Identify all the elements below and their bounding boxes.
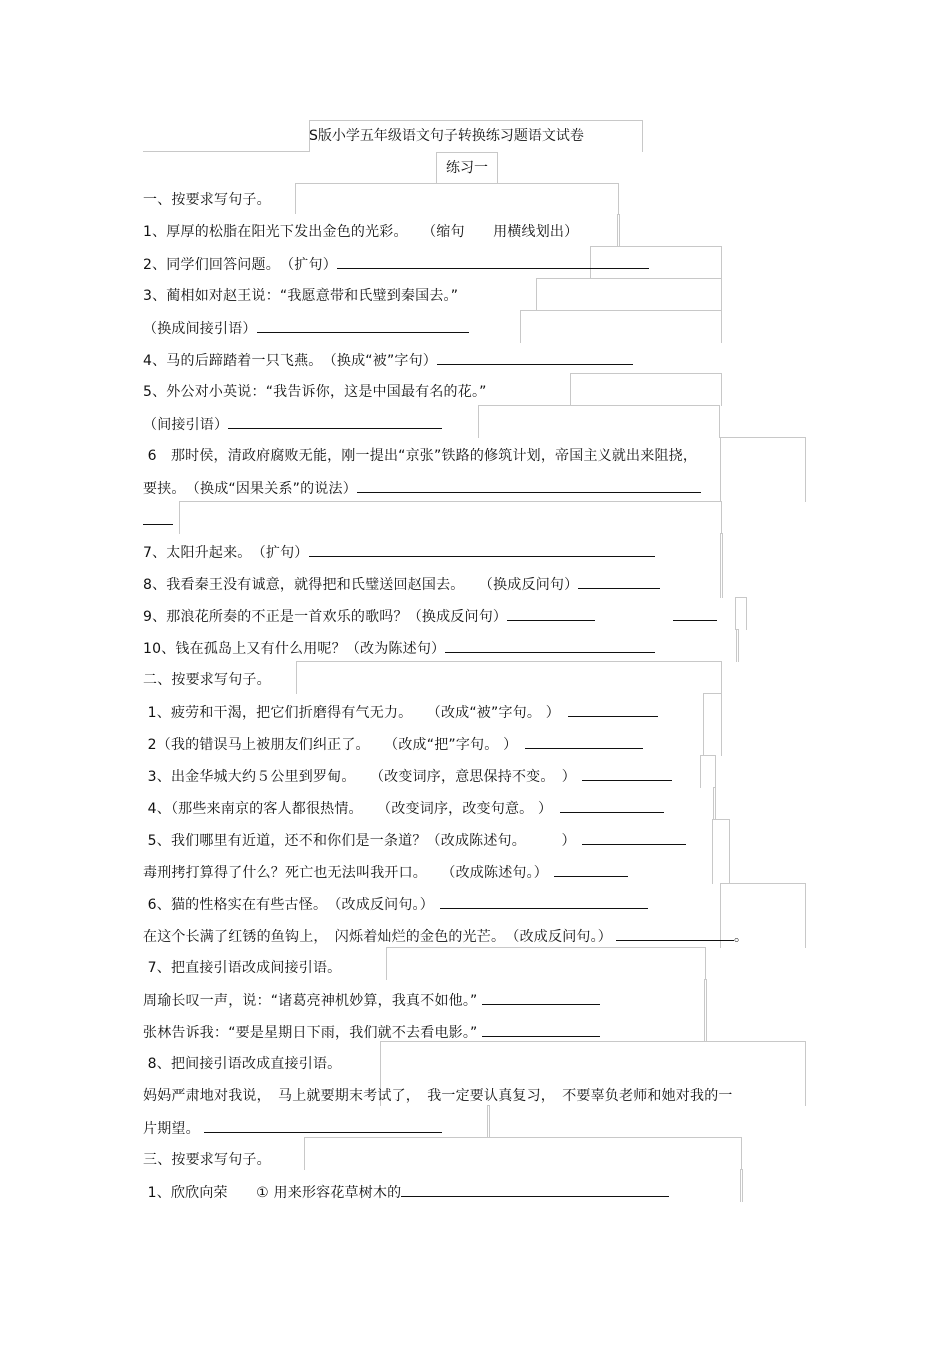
question-text: 张林告诉我：“要是星期日下雨，我们就不去看电影。” bbox=[143, 1025, 478, 1041]
scan-frame bbox=[386, 947, 706, 980]
section-heading: 三、按要求写句子。 bbox=[143, 1152, 271, 1168]
question-text: 3、出金华城大约５公里到罗甸。 （改变词序，意思保持不变。 ） bbox=[143, 769, 576, 785]
question-line bbox=[143, 1118, 442, 1139]
question-line bbox=[143, 862, 628, 883]
scan-frame bbox=[704, 979, 707, 1042]
question-text: （间接引语） bbox=[143, 417, 229, 433]
question-line bbox=[143, 798, 664, 819]
end-mark: 。 bbox=[734, 929, 749, 945]
section-heading: 一、按要求写句子。 bbox=[143, 192, 271, 208]
scan-frame bbox=[304, 1137, 742, 1170]
answer-blank[interactable] bbox=[482, 990, 600, 1005]
answer-blank[interactable] bbox=[445, 638, 655, 653]
scan-frame bbox=[296, 661, 722, 694]
question-line bbox=[143, 574, 660, 595]
question-line bbox=[143, 254, 649, 275]
question-line bbox=[143, 414, 442, 435]
question-text: 4、马的后蹄踏着一只飞燕。 （换成“被”字句） bbox=[143, 353, 438, 369]
question-text: 1、欣欣向荣 ① 用来形容花草树木的 bbox=[143, 1185, 402, 1201]
question-line: 5、外公对小英说：“我告诉你，这是中国最有名的花。” bbox=[143, 384, 487, 400]
answer-blank[interactable] bbox=[309, 542, 655, 557]
question-text: 要挟。 （换成“因果关系”的说法） bbox=[143, 481, 357, 497]
scan-frame bbox=[712, 819, 730, 884]
answer-blank[interactable] bbox=[337, 254, 649, 269]
question-line: 妈妈严肃地对我说， 马上就要期末考试了， 我一定要认真复习， 不要辜负老师和她对我的一 bbox=[143, 1088, 733, 1104]
scan-frame bbox=[487, 1105, 490, 1138]
scan-frame bbox=[720, 437, 806, 502]
question-line bbox=[143, 318, 469, 339]
scan-frame bbox=[478, 405, 720, 438]
scan-frame bbox=[740, 1169, 743, 1202]
answer-blank[interactable] bbox=[401, 1182, 669, 1197]
question-text: 9、那浪花所奏的不正是一首欢乐的歌吗？（换成反问句） bbox=[143, 609, 508, 625]
question-text: 毒刑拷打算得了什么？死亡也无法叫我开口。 （改成陈述句。） bbox=[143, 865, 548, 881]
question-line bbox=[143, 542, 655, 563]
question-text: 在这个长满了红锈的鱼钩上， 闪烁着灿烂的金色的光芒。 （改成反问句。） bbox=[143, 929, 612, 945]
scan-frame bbox=[179, 501, 722, 534]
question-text: （换成间接引语） bbox=[143, 321, 257, 337]
answer-blank[interactable] bbox=[482, 1022, 600, 1037]
section-subheading: 7、把直接引语改成间接引语。 bbox=[143, 960, 342, 976]
question-line bbox=[143, 702, 658, 723]
answer-blank[interactable] bbox=[228, 414, 442, 429]
question-line bbox=[143, 990, 600, 1011]
scan-frame bbox=[720, 533, 723, 598]
question-line bbox=[143, 606, 717, 627]
answer-blank[interactable] bbox=[257, 318, 469, 333]
question-text: 7、太阳升起来。 （扩句） bbox=[143, 545, 309, 561]
question-line: 1、厚厚的松脂在阳光下发出金色的光彩。 （缩句 用横线划出） bbox=[143, 224, 579, 240]
scan-frame bbox=[703, 693, 722, 756]
section-heading: 二、按要求写句子。 bbox=[143, 672, 271, 688]
answer-blank[interactable] bbox=[568, 702, 658, 717]
question-line bbox=[143, 926, 748, 947]
question-text: 2、同学们回答问题。 （扩句） bbox=[143, 257, 337, 273]
answer-blank[interactable] bbox=[578, 574, 660, 589]
answer-blank[interactable] bbox=[143, 510, 173, 525]
question-line bbox=[143, 1022, 600, 1043]
question-text: 5、我们哪里有近道，还不和你们是一条道？（改成陈述句。 ） bbox=[143, 833, 576, 849]
scan-frame bbox=[736, 629, 739, 662]
scan-frame bbox=[570, 373, 722, 406]
question-line: 6 那时侯，清政府腐败无能，刚一提出“京张”铁路的修筑计划，帝国主义就出来阻挠， bbox=[143, 448, 698, 464]
question-text: 2（我的错误马上被朋友们纠正了。 （改成“把”字句。 ） bbox=[143, 737, 518, 753]
question-line bbox=[143, 638, 655, 659]
question-line bbox=[143, 830, 686, 851]
question-line bbox=[143, 350, 633, 371]
scan-frame bbox=[295, 183, 619, 214]
scan-frame bbox=[536, 278, 722, 311]
question-line bbox=[143, 1182, 669, 1203]
question-line bbox=[143, 734, 643, 755]
question-text: 6、猫的性格实在有些古怪。 （改成反问句。） bbox=[143, 897, 434, 913]
scan-frame bbox=[735, 597, 747, 630]
answer-blank[interactable] bbox=[616, 926, 734, 941]
question-line bbox=[143, 766, 672, 787]
question-text: 4、（那些来南京的客人都很热情。 （改变词序，改变句意。 ） bbox=[143, 801, 553, 817]
answer-blank[interactable] bbox=[554, 862, 628, 877]
question-line bbox=[143, 894, 648, 915]
answer-blank[interactable] bbox=[673, 606, 717, 621]
question-text: 10、钱在孤岛上又有什么用呢？（改为陈述句） bbox=[143, 641, 446, 657]
answer-blank[interactable] bbox=[560, 798, 664, 813]
section-subheading: 8、把间接引语改成直接引语。 bbox=[143, 1056, 342, 1072]
answer-blank[interactable] bbox=[357, 478, 701, 493]
question-line bbox=[143, 478, 701, 499]
scan-frame bbox=[617, 214, 620, 247]
answer-blank[interactable] bbox=[204, 1118, 442, 1133]
scan-frame bbox=[520, 310, 722, 343]
question-line bbox=[143, 510, 173, 531]
document-subtitle: 练习一 bbox=[446, 160, 488, 176]
scan-frame bbox=[700, 755, 716, 788]
question-text: 1、疲劳和干渴，把它们折磨得有气无力。 （改成“被”字句。 ） bbox=[143, 705, 560, 721]
answer-blank[interactable] bbox=[437, 350, 633, 365]
answer-blank[interactable] bbox=[525, 734, 643, 749]
question-text: 8、我看秦王没有诚意，就得把和氏璧送回赵国去。 （换成反问句） bbox=[143, 577, 579, 593]
document-title: S版小学五年级语文句子转换练习题语文试卷 bbox=[309, 128, 584, 144]
scan-frame bbox=[713, 787, 716, 820]
answer-blank[interactable] bbox=[582, 830, 686, 845]
answer-blank[interactable] bbox=[507, 606, 595, 621]
question-text: 片期望。 bbox=[143, 1121, 200, 1137]
answer-blank[interactable] bbox=[582, 766, 672, 781]
scan-frame bbox=[143, 151, 309, 152]
question-line: 3、蔺相如对赵王说：“我愿意带和氏璧到秦国去。” bbox=[143, 288, 459, 304]
question-text: 周瑜长叹一声，说：“诸葛亮神机妙算，我真不如他。” bbox=[143, 993, 478, 1009]
answer-blank[interactable] bbox=[440, 894, 648, 909]
